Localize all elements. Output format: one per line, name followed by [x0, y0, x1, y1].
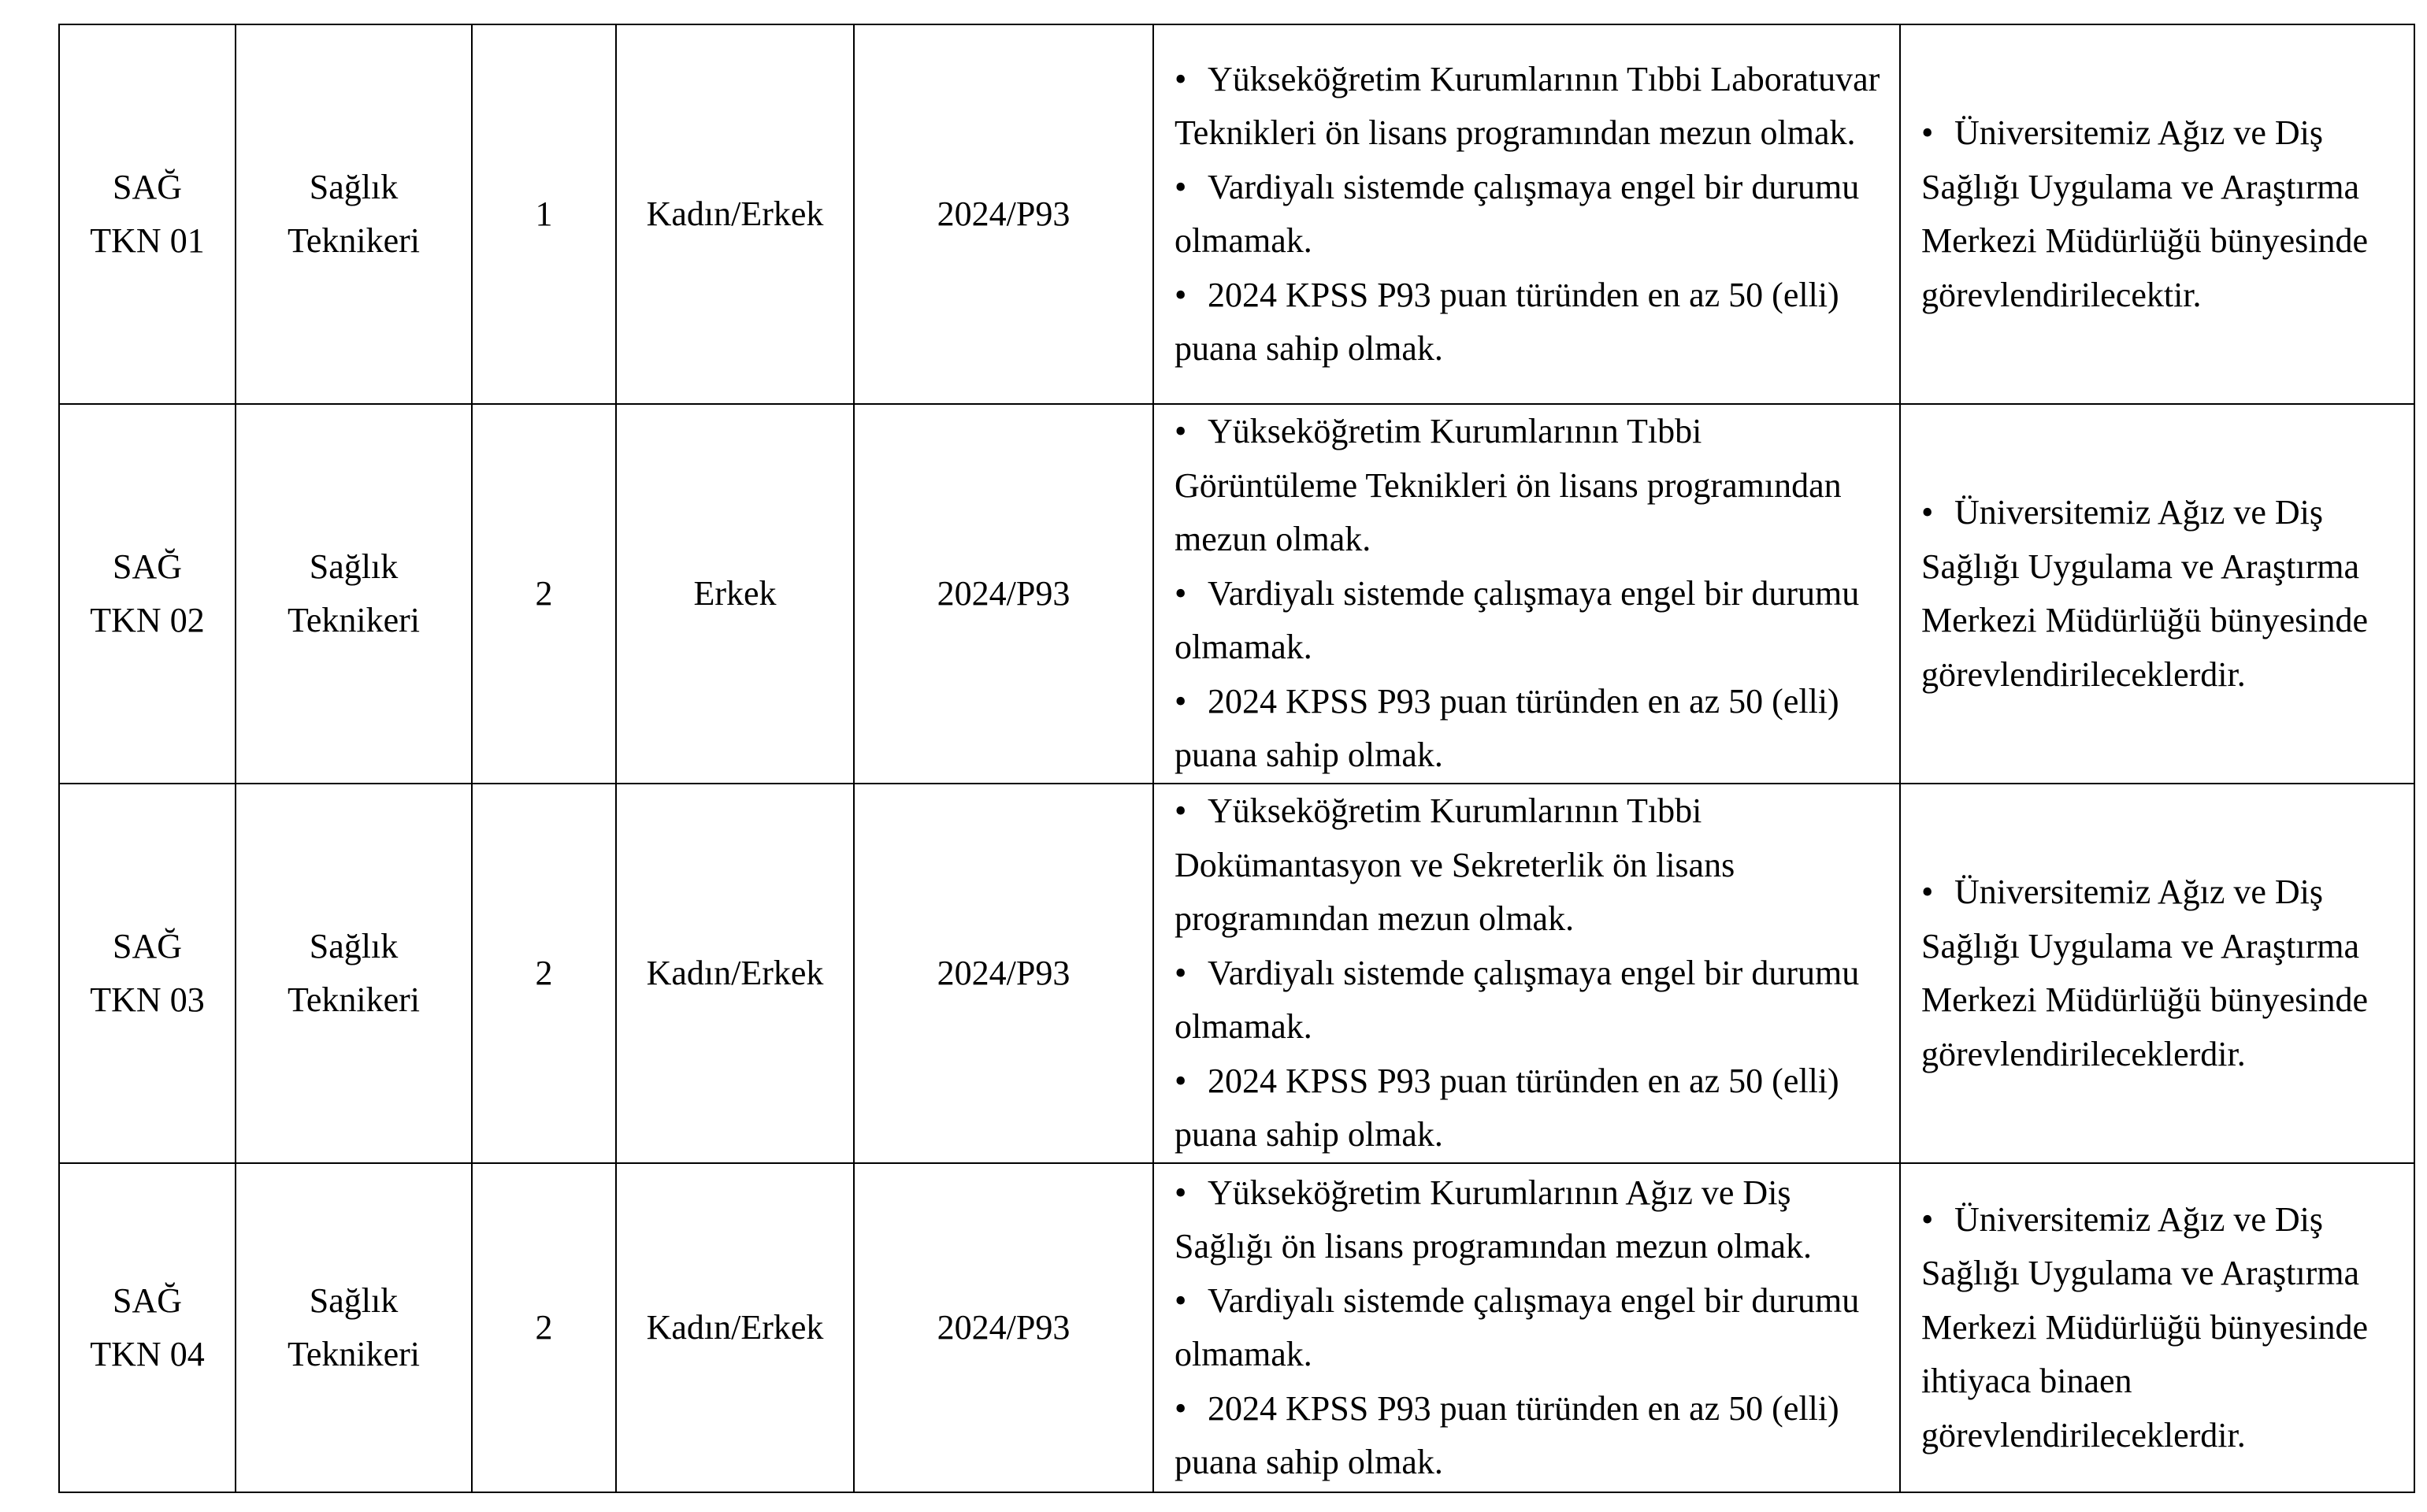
requirement-text: Vardiyalı sistemde çalışmaya engel bir durumu olmamak.: [1175, 573, 1860, 667]
position-code-number: TKN 01: [90, 221, 205, 260]
requirement-item: [1175, 405, 1891, 567]
position-count-cell: 1: [472, 24, 616, 404]
requirement-item: [1175, 784, 1891, 947]
position-count-cell: 2: [472, 1163, 616, 1492]
note-text: Üniversitemiz Ağız ve Diş Sağlığı Uygulama ve Araştırma Merkezi Müdürlüğü bünyesinde görevlendirilecektir.: [1921, 113, 2368, 314]
requirement-text: Vardiyalı sistemde çalışmaya engel bir durumu olmamak.: [1175, 1280, 1860, 1373]
bullet-icon: •: [1175, 1061, 1187, 1100]
requirement-item: [1175, 675, 1891, 783]
bullet-icon: •: [1921, 113, 1934, 152]
exam-cell: 2024/P93: [854, 404, 1153, 784]
bullet-icon: •: [1175, 275, 1187, 314]
requirement-item: [1175, 269, 1891, 376]
table-row: [59, 404, 2414, 784]
position-title-line: Teknikeri: [288, 980, 420, 1019]
requirement-item: [1175, 53, 1891, 161]
table-row: [59, 24, 2414, 404]
position-code-prefix: SAĞ: [112, 926, 183, 965]
bullet-icon: •: [1175, 953, 1187, 992]
requirement-text: Vardiyalı sistemde çalışmaya engel bir durumu olmamak.: [1175, 953, 1860, 1047]
requirement-item: [1175, 1382, 1891, 1490]
note-text: Üniversitemiz Ağız ve Diş Sağlığı Uygulama ve Araştırma Merkezi Müdürlüğü bünyesinde ihtiyaca binaen görevlendirileceklerdir.: [1921, 1199, 2368, 1455]
requirement-item: [1175, 161, 1891, 269]
gender-cell: Kadın/Erkek: [616, 784, 854, 1163]
position-count-cell: 2: [472, 784, 616, 1163]
bullet-icon: •: [1921, 493, 1934, 532]
gender-cell: Erkek: [616, 404, 854, 784]
requirements-cell: [1153, 1163, 1900, 1492]
position-title-line: Sağlık: [309, 1280, 399, 1320]
requirement-text: 2024 KPSS P93 puan türünden en az 50 (elli) puana sahip olmak.: [1175, 1388, 1839, 1481]
position-code-cell: [59, 1163, 236, 1492]
position-code-cell: [59, 404, 236, 784]
note-text: Üniversitemiz Ağız ve Diş Sağlığı Uygulama ve Araştırma Merkezi Müdürlüğü bünyesinde görevlendirileceklerdir.: [1921, 873, 2368, 1073]
requirements-cell: [1153, 404, 1900, 784]
position-code-number: TKN 02: [90, 601, 205, 639]
bullet-icon: •: [1921, 1199, 1934, 1239]
position-code-number: TKN 03: [90, 980, 205, 1019]
bullet-icon: •: [1175, 59, 1187, 98]
bullet-icon: •: [1175, 573, 1187, 613]
position-title-line: Sağlık: [309, 167, 399, 206]
position-title-line: Teknikeri: [288, 221, 420, 260]
note-cell: [1900, 24, 2414, 404]
requirement-text: 2024 KPSS P93 puan türünden en az 50 (elli) puana sahip olmak.: [1175, 1061, 1839, 1154]
note-text: Üniversitemiz Ağız ve Diş Sağlığı Uygulama ve Araştırma Merkezi Müdürlüğü bünyesinde görevlendirileceklerdir.: [1921, 493, 2368, 694]
gender-cell: Kadın/Erkek: [616, 24, 854, 404]
position-title-cell: [236, 404, 472, 784]
exam-cell: 2024/P93: [854, 24, 1153, 404]
requirement-item: [1175, 947, 1891, 1054]
bullet-icon: •: [1175, 681, 1187, 721]
position-title-line: Teknikeri: [288, 601, 420, 639]
requirement-item: [1175, 1054, 1891, 1162]
requirement-text: 2024 KPSS P93 puan türünden en az 50 (elli) puana sahip olmak.: [1175, 275, 1839, 368]
gender-cell: Kadın/Erkek: [616, 1163, 854, 1492]
bullet-icon: •: [1175, 1388, 1187, 1428]
requirement-text: Yükseköğretim Kurumlarının Tıbbi Dokümantasyon ve Sekreterlik ön lisans programından mezun olmak.: [1175, 791, 1735, 939]
position-title-cell: [236, 784, 472, 1163]
note-cell: [1900, 404, 2414, 784]
position-title-line: Teknikeri: [288, 1335, 420, 1373]
requirement-item: [1175, 1274, 1891, 1382]
requirements-cell: [1153, 24, 1900, 404]
position-count-cell: 2: [472, 404, 616, 784]
bullet-icon: •: [1175, 412, 1187, 451]
bullet-icon: •: [1175, 791, 1187, 831]
bullet-icon: •: [1921, 873, 1934, 911]
requirement-text: Yükseköğretim Kurumlarının Ağız ve Diş Sağlığı ön lisans programından mezun olmak.: [1175, 1173, 1812, 1266]
requirement-text: Yükseköğretim Kurumlarının Tıbbi Laboratuvar Teknikleri ön lisans programından mezun olmak.: [1175, 59, 1880, 152]
position-title-cell: [236, 1163, 472, 1492]
positions-table: [58, 24, 2415, 1493]
requirement-text: Yükseköğretim Kurumlarının Tıbbi Görüntüleme Teknikleri ön lisans programından mezun olmak.: [1175, 412, 1842, 559]
requirement-text: 2024 KPSS P93 puan türünden en az 50 (elli) puana sahip olmak.: [1175, 681, 1839, 775]
bullet-icon: •: [1175, 1280, 1187, 1320]
requirement-item: [1175, 567, 1891, 675]
bullet-icon: •: [1175, 167, 1187, 206]
position-code-prefix: SAĞ: [112, 1280, 183, 1320]
table-row: [59, 1163, 2414, 1492]
position-code-number: TKN 04: [90, 1335, 205, 1373]
position-code-cell: [59, 784, 236, 1163]
position-code-prefix: SAĞ: [112, 547, 183, 586]
position-code-prefix: SAĞ: [112, 167, 183, 206]
requirements-cell: [1153, 784, 1900, 1163]
position-title-line: Sağlık: [309, 926, 399, 965]
requirement-text: Vardiyalı sistemde çalışmaya engel bir durumu olmamak.: [1175, 167, 1860, 260]
position-title-cell: [236, 24, 472, 404]
note-cell: [1900, 784, 2414, 1163]
bullet-icon: •: [1175, 1173, 1187, 1212]
requirement-item: [1175, 1166, 1891, 1274]
note-cell: [1900, 1163, 2414, 1492]
exam-cell: 2024/P93: [854, 1163, 1153, 1492]
table-row: [59, 784, 2414, 1163]
position-code-cell: [59, 24, 236, 404]
exam-cell: 2024/P93: [854, 784, 1153, 1163]
position-title-line: Sağlık: [309, 547, 399, 586]
